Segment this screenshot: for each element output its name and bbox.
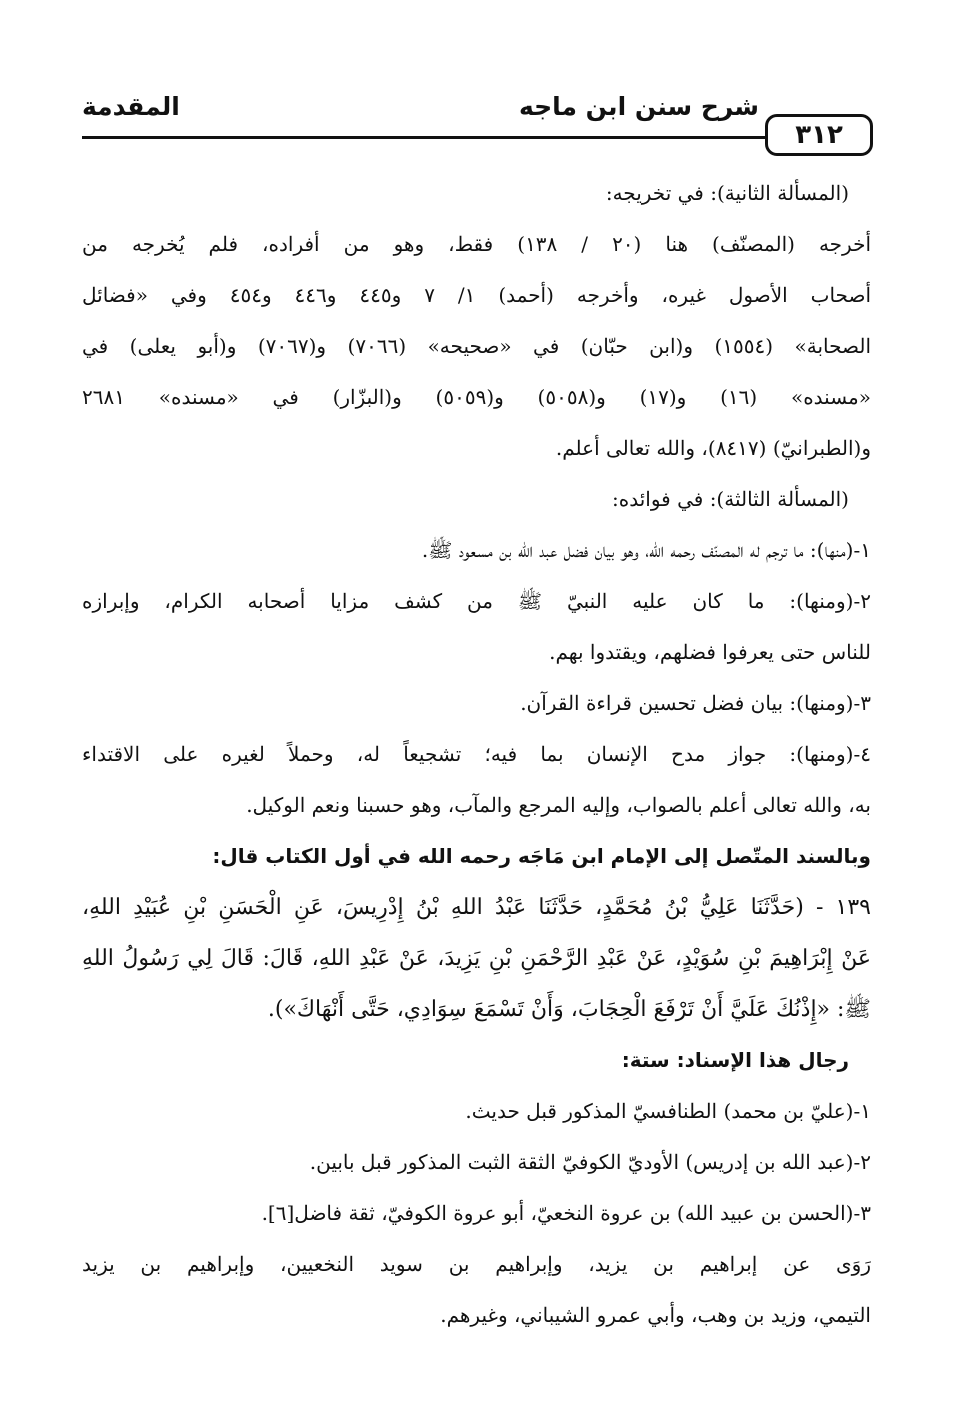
text-line: ١-(منها): ما ترجم له المصنّف رحمه الله، وهو بيان فضل عبد الله بن مسعود ﷺ. (421, 538, 871, 562)
text-line: رَوَى عن إبراهيم بن يزيد، وإبراهيم بن سويد النخعيين، وإبراهيم بن يزيد (82, 1252, 871, 1276)
text-line: ٣-(الحسن بن عبيد الله) بن عروة النخعيّ، أبو عروة الكوفيّ، ثقة فاضل[٦]. (261, 1201, 871, 1225)
text-line: التيمي، وزيد بن وهب، وأبي عمرو الشيباني، وغيرهم. (440, 1303, 871, 1327)
text-line: أصحاب الأصول غيره، وأخرجه (أحمد) ١/ ٧ و٤٤٥ و٤٤٦ و٤٥٤ وفي «فضائل (82, 283, 871, 307)
text-line: ٤-(ومنها): جواز مدح الإنسان بما فيه؛ تشجيعاً له، وحملاً لغيره على الاقتداء (82, 742, 871, 766)
hadith-line: عَنْ إِبْرَاهِيمَ بْنِ سُوَيْدٍ، عَنْ عَبْدِ الرَّحْمَنِ بْنِ يَزِيدَ، عَنْ عَبْدِ اللهِ، قَالَ: قَالَ لِي رَسُولُ اللهِ (82, 946, 871, 971)
text-line: الصحابة» (١٥٥٤) و(ابن حبّان) في «صحيحه» (٧٠٦٦) و(٧٠٦٧) و(أبو يعلى) في (82, 334, 871, 358)
text-line: و(الطبرانيّ) (٨٤١٧)، والله تعالى أعلم. (555, 436, 871, 460)
text-line: للناس حتى يعرفوا فضلهم، ويقتدوا بهم. (549, 640, 871, 664)
hadith-line: ﷺ: «إِذْنُكَ عَلَيَّ أَنْ تَرْفَعَ الْحِجَابَ، وَأَنْ تَسْمَعَ سِوَادِي، حَتَّى أَنْهَاكَ»). (267, 997, 871, 1022)
text-line: ١-(عليّ بن محمد) الطنافسيّ المذكور قبل حديث. (465, 1099, 871, 1123)
text-line: ٢-(ومنها): ما كان عليه النبيّ ﷺ من كشف مزايا أصحابه الكرام، وإبرازه (82, 589, 871, 613)
chain-heading: وبالسند المتّصل إلى الإمام ابن مَاجَه رحمه الله في أول الكتاب قال: (212, 844, 871, 868)
text-line: (المسألة الثالثة): في فوائده: (612, 487, 849, 511)
text-line: «مسنده» (١٦) و(١٧) و(٥٠٥٨) و(٥٠٥٩) و(البزّار) في «مسنده» ٢٦٨١ (82, 385, 871, 409)
page-body (82, 168, 871, 1341)
text-line: أخرجه (المصنّف) هنا (٢٠ / ١٣٨) فقط، وهو من أفراده، فلم يُخرجه من (82, 232, 871, 256)
text-line: به، والله تعالى أعلم بالصواب، وإليه المرجع والمآب، وهو حسبنا ونعم الوكيل. (246, 793, 871, 817)
header-rule (82, 136, 871, 139)
text-line: ٣-(ومنها): بيان فضل تحسين قراءة القرآن. (520, 691, 871, 715)
book-title: شرح سنن ابن ماجه (518, 92, 759, 121)
hadith-line: ١٣٩ - (حَدَّثَنَا عَلِيُّ بْنُ مُحَمَّدٍ، حَدَّثَنَا عَبْدُ اللهِ بْنُ إِدْرِيسَ، عَنِ الْحَسَنِ بْنِ عُبَيْدِ اللهِ، (82, 895, 871, 920)
narrators-heading: رجال هذا الإسناد: ستة: (621, 1048, 849, 1072)
page-number: ٣١٢ (765, 114, 873, 156)
page-header (82, 86, 871, 158)
text-line: ٢-(عبد الله بن إدريس) الأوديّ الكوفيّ الثقة الثبت المذكور قبل بابين. (309, 1150, 871, 1174)
text-line: (المسألة الثانية): في تخريجه: (605, 181, 849, 205)
section-title: المقدمة (82, 92, 180, 121)
